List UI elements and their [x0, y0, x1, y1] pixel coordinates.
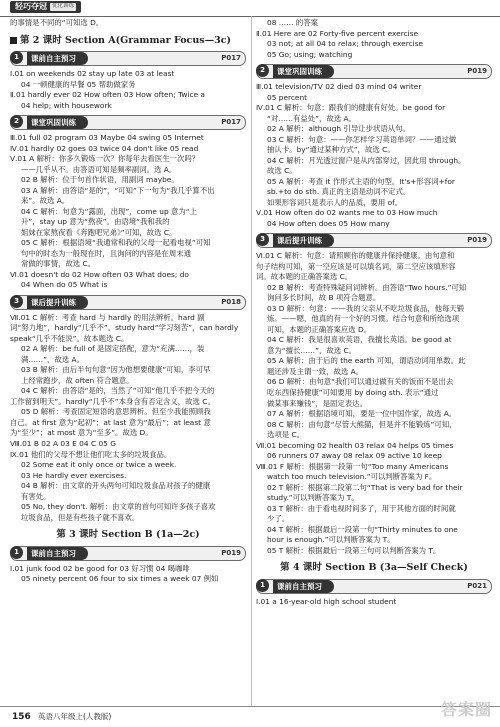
- answer-line: 04 T 解析：根据最后一段第一句“Thirty minutes to one: [267, 524, 458, 534]
- brand-logo-tag: 优化训练: [52, 3, 75, 10]
- section-bar-preview: [10, 51, 246, 66]
- answer-line: 03 A 解析：由答语“是的”，“可知”下一句为“我几乎算不出: [21, 185, 215, 195]
- answer-line: Ⅷ.01 F 解析：根据第一段第一句“Too many Americans: [256, 461, 449, 471]
- answer-line: 07 A 解析：根据语境可知，要是一位中国作家，故选 A。: [267, 409, 457, 419]
- section-bar-homework-r: [256, 233, 492, 248]
- homework-r-answers: [256, 251, 492, 556]
- answer-line: 08 …… 的答案: [267, 18, 319, 27]
- answer-line: Ⅵ.01 doesn't do 02 How often 03 What does; do: [10, 269, 189, 279]
- preview-answers: [10, 69, 246, 111]
- lesson-4-title: 第 4 课时 Section B (3a—Self Check): [280, 562, 468, 574]
- section-number: 1: [256, 579, 269, 592]
- answer-line: 题还涉及主谓一致，故选 A。: [267, 366, 364, 376]
- page-footer: [0, 700, 500, 727]
- answer-line: 04 C 解析：月光透过窗户是从内部穿过，因此用 through。: [267, 155, 466, 165]
- answer-line: 03 He hardly ever exercises.: [21, 470, 127, 480]
- answer-line: 05 A 解析：考查 it 作形式主语的句型。It's+形容词+for: [267, 176, 455, 186]
- answer-line: 05 C 解析：根据语境“我通常和我的父母一起看电视”可知: [21, 238, 211, 248]
- answer-line: ——几乎从不。由答语可知是频率副词。选 A。: [21, 164, 177, 174]
- lesson-2-heading: [10, 34, 246, 47]
- answer-line: 03 B 解析：由后半句句意“因为他想要健康”可知，李可早: [21, 365, 211, 375]
- answer-line: 自己。at first 意为“起初”；at last 意为“最后”；at least 意: [10, 417, 211, 427]
- answer-line: “对……有益处”，故选 A。: [267, 113, 356, 123]
- page-number: 156: [12, 712, 31, 722]
- section-bar-classwork-r: [256, 64, 492, 79]
- answer-line: 05 D 解析：考查固定短语的意思辨析。但至少我能照顾我: [21, 407, 211, 417]
- answer-line: Ⅴ.01 A 解析：你多久锻炼一次？你每年去看医生一次吗？: [10, 154, 200, 164]
- section-number: 3: [10, 295, 23, 308]
- page-header: [0, 0, 500, 17]
- answer-line: 05 percent: [267, 92, 308, 102]
- watermark: 答案圈: [440, 700, 492, 719]
- answer-line: watch too much television.”可以判断答案为 F。: [267, 472, 437, 482]
- answer-line: 08 C 解析：由句意“尽管大熊猫，但是并不能锻炼”可知，: [267, 419, 457, 429]
- answer-line: 吃东西保持健康”可知要用 by doing sth. 表示“通过: [267, 387, 439, 397]
- section-label: 课前自主预习: [273, 580, 334, 593]
- top-answers: [256, 18, 492, 60]
- answer-line: 04 一顿健康的早餐 05 帮助做家务: [21, 79, 136, 89]
- lesson-4-heading: [256, 561, 492, 574]
- left-column: [10, 18, 246, 585]
- classwork-answers: [10, 133, 246, 291]
- answer-line: 04 help; with housework: [21, 100, 112, 110]
- answer-line: 工作留到明天”。hardly“几乎不”本身含有否定含义，故选 C。: [10, 396, 215, 406]
- section-bar-homework: [10, 295, 246, 310]
- section-label: 课堂巩固训练: [27, 116, 88, 129]
- section-bar-preview-3: [10, 546, 246, 561]
- preview-3-answers: [10, 564, 246, 585]
- answer-line: 05 No, they don't. 解析：由文章的首句可知许多孩子喜欢: [21, 502, 216, 512]
- answer-line: 句中的时态为一般现在时，且询问的内容是在周末通: [21, 248, 191, 258]
- answer-line: 升”，stay up 意为“熬夜”。由语境“我和我的: [21, 217, 170, 227]
- answer-line: Ⅷ.01 B 02 A 03 E 04 C 05 G: [10, 438, 116, 448]
- answer-line: 04 B 解析：由文章的开头两句可知垃圾食品对孩子的健康: [21, 481, 211, 491]
- answer-line: 有害处。: [21, 491, 51, 501]
- answer-line: 04 C 解析：句意为“露面，出现”，come up 意为“上: [21, 206, 198, 216]
- answer-line: 姐妹在家熬夜看《奔跑吧兄弟》”可知，故选 C。: [21, 227, 177, 237]
- section-number: 1: [10, 546, 23, 559]
- answer-line: 如果形容词只是表示人的品质，要用 of。: [267, 197, 403, 207]
- page-code: P019: [467, 67, 487, 76]
- answer-line: 垃圾食品，但是有些孩子就不喜欢。: [21, 512, 140, 522]
- answer-line: study.”可以判断答案为 T。: [267, 493, 359, 503]
- answer-line: 抽认卡。by“通过某种方式”，故选 C。: [267, 145, 395, 155]
- answer-line: 03 not; at all 04 to relax; through exercise: [267, 39, 424, 49]
- answer-line: 05 A 解析：由于后的 the earth 可知，谓语动词用单数。此: [267, 356, 466, 366]
- page-code: P021: [467, 581, 487, 590]
- answer-line: Ⅲ.01 television/TV 02 died 03 mind 04 writer: [256, 82, 422, 92]
- answer-line: Ⅲ.01 full 02 program 03 Maybe 04 swing 05 Internet: [10, 133, 204, 143]
- answer-line: 03 D 解析：句意：——我的父亲从不吃垃圾食品，他每天锻: [267, 303, 465, 313]
- answer-line: 意为“擅长……”，故选 C。: [267, 345, 357, 355]
- section-number: 2: [10, 115, 23, 128]
- answer-line: Ⅱ.01 Here are 02 Forty-five percent exercise: [256, 28, 419, 38]
- answer-line: 选项是 C。: [267, 430, 305, 440]
- answer-line: 02 A 解析：be full of 是固定搭配，意为“充满……，装: [21, 344, 205, 354]
- column-divider: [251, 16, 252, 706]
- answer-line: 炼。——嗯，他真的有一个好的习惯。结合句意和所给选项: [267, 314, 460, 324]
- answer-line: Ⅰ.01 junk food 02 be good for 03 好习惯 04 喝咖啡: [10, 563, 190, 573]
- section-label: 课前自主预习: [27, 52, 88, 65]
- answer-line: 03 T 解析：由于看电视时间多了，用于其他方面的时间就: [267, 503, 456, 513]
- section-label: 课堂巩固训练: [273, 65, 334, 78]
- section-bar-classwork: [10, 115, 246, 130]
- answer-line: 05 T 解析：根据最后一段第三句可以判断答案为 T。: [267, 545, 441, 555]
- page-code: P019: [221, 548, 241, 557]
- answer-line: 02 A 解析：although 引导让步状语从句。: [267, 124, 410, 134]
- answer-line: Ⅱ.01 hardly ever 02 How often 03 How often; Twice a: [10, 90, 205, 100]
- answer-line: 词“努力地”，hardly“几乎不”。study hard“学习刻苦”，can hardly: [10, 323, 239, 333]
- answer-line: 做某事来赚钱”，是固定表达。: [267, 398, 367, 408]
- answer-line: 少了。: [267, 514, 290, 524]
- answer-line: 询问多长时间，故 B 项符合题意。: [267, 293, 381, 303]
- page-code: P017: [221, 54, 241, 62]
- section-number: 3: [256, 233, 269, 246]
- preview-4-answers: [256, 597, 492, 608]
- answer-line: Ⅶ.01 becoming 02 health 03 relax 04 helps 05 times: [256, 440, 454, 450]
- answer-line: 02 T 解析：根据第二段第二句“That is very bad for their: [267, 482, 463, 492]
- answer-line: Ⅶ.01 C 解析：考查 hard 与 hardly 的用法辨析。hard 副: [10, 312, 205, 322]
- answer-line: 04 When do 05 What is: [21, 280, 108, 290]
- answer-line: 可知，本题的正确答案应选 D。: [267, 324, 372, 334]
- answer-line: 03 C 解析：句意：——你怎样学习英语单词？——通过做: [267, 134, 457, 144]
- section-label: 课后提升训练: [273, 234, 334, 247]
- answer-line: speak“几乎不能说”。故本题选 C。: [10, 333, 129, 343]
- answer-line: 满……”，故选 A。: [21, 354, 84, 364]
- answer-line: 06 D 解析：由句意“我们可以通过做有关的饭而不是出去: [267, 377, 454, 387]
- section-number: 1: [10, 51, 23, 64]
- page-code: P019: [467, 236, 487, 245]
- page-code: P018: [221, 297, 241, 306]
- section-bar-preview-4: [256, 579, 492, 594]
- page-code: P017: [221, 118, 241, 127]
- lesson-3-title: 第 3 课时 Section B (1a—2c): [56, 529, 200, 541]
- answer-line: Ⅰ.01 a 16-year-old high school student: [256, 596, 397, 606]
- answer-line: 词。故本题的正确答案选 C。: [256, 272, 353, 282]
- answer-line: Ⅳ.01 hardly 02 goes 03 twice 04 don't like 05 read: [10, 143, 199, 153]
- homework-answers: [10, 313, 246, 523]
- square-icon: [10, 37, 17, 44]
- classwork-r-answers: [256, 82, 492, 229]
- intro-line: 的事情是不同的“可知选 D。: [10, 18, 104, 27]
- answer-line: 02 Some eat it only once or twice a week.: [21, 460, 177, 470]
- answer-line: 05 Go; using; watching: [267, 49, 353, 59]
- lesson-3-heading: [10, 528, 246, 541]
- answer-line: sb.+to do sth. 真正的主语是动词不定式。: [267, 187, 411, 197]
- answer-line: Ⅰ.01 on weekends 02 stay up late 03 at least: [10, 69, 175, 78]
- book-title: 英语八年级上(人教版): [38, 712, 112, 721]
- answer-line: hour is enough.”可以判断答案为 T。: [267, 535, 395, 545]
- right-column: [256, 18, 492, 607]
- answer-line: 上经常跑步，故 often 符合题意。: [21, 375, 134, 385]
- answer-line: Ⅳ.01 C 解析：句意：跟我们的健康有好处。be good for: [256, 103, 446, 113]
- answer-line: 04 C 解析：由答语“是的，当然了”可知“他几乎不把今天的: [21, 386, 215, 396]
- answer-line: 来”。故选 A。: [21, 196, 70, 206]
- brand-logo: [10, 1, 81, 13]
- answer-line: 06 runners 07 away 08 relax 09 active 10 keep: [267, 451, 442, 461]
- answer-line: 故选 C。: [267, 166, 297, 176]
- answer-line: 05 ninety percent 06 four to six times a week 07 例如: [21, 574, 219, 584]
- answer-line: 为“至少”；at most 意为“至多”。故选 D。: [10, 428, 153, 438]
- answer-line: Ⅴ.01 How often do 02 wants me to 03 How much: [256, 208, 438, 218]
- answer-line: 02 B 解析：位于句首作状语，用副词 maybe。: [21, 175, 179, 185]
- section-label: 课前自主预习: [27, 547, 88, 560]
- section-label: 课后提升训练: [27, 296, 88, 309]
- section-number: 2: [256, 64, 269, 77]
- answer-line: 常做的事情，故选 C。: [21, 259, 96, 269]
- answer-line: 02 B 解析：考查特殊疑问词辨析。由答语“Two hours.”可知: [267, 282, 467, 292]
- answer-line: Ⅵ.01 C 解析：句意：请照顾你的健康并保持健康。由句意和: [256, 251, 455, 261]
- answer-line: 04 C 解析：我是很喜欢英语，我擅长英语。be good at: [267, 335, 452, 345]
- answer-line: 04 How often does 05 How many: [267, 218, 390, 228]
- answer-line: Ⅸ.01 他们的父母不想让他们吃太多的垃圾食品。: [10, 449, 172, 459]
- answer-line: 句子结构可知，第一空应该是可以填名词，第二空应该填形容: [256, 261, 456, 271]
- lesson-2-title: 第 2 课时 Section A(Grammar Focus—3c): [20, 34, 231, 46]
- brand-logo-text: 轻巧夺冠: [15, 2, 47, 12]
